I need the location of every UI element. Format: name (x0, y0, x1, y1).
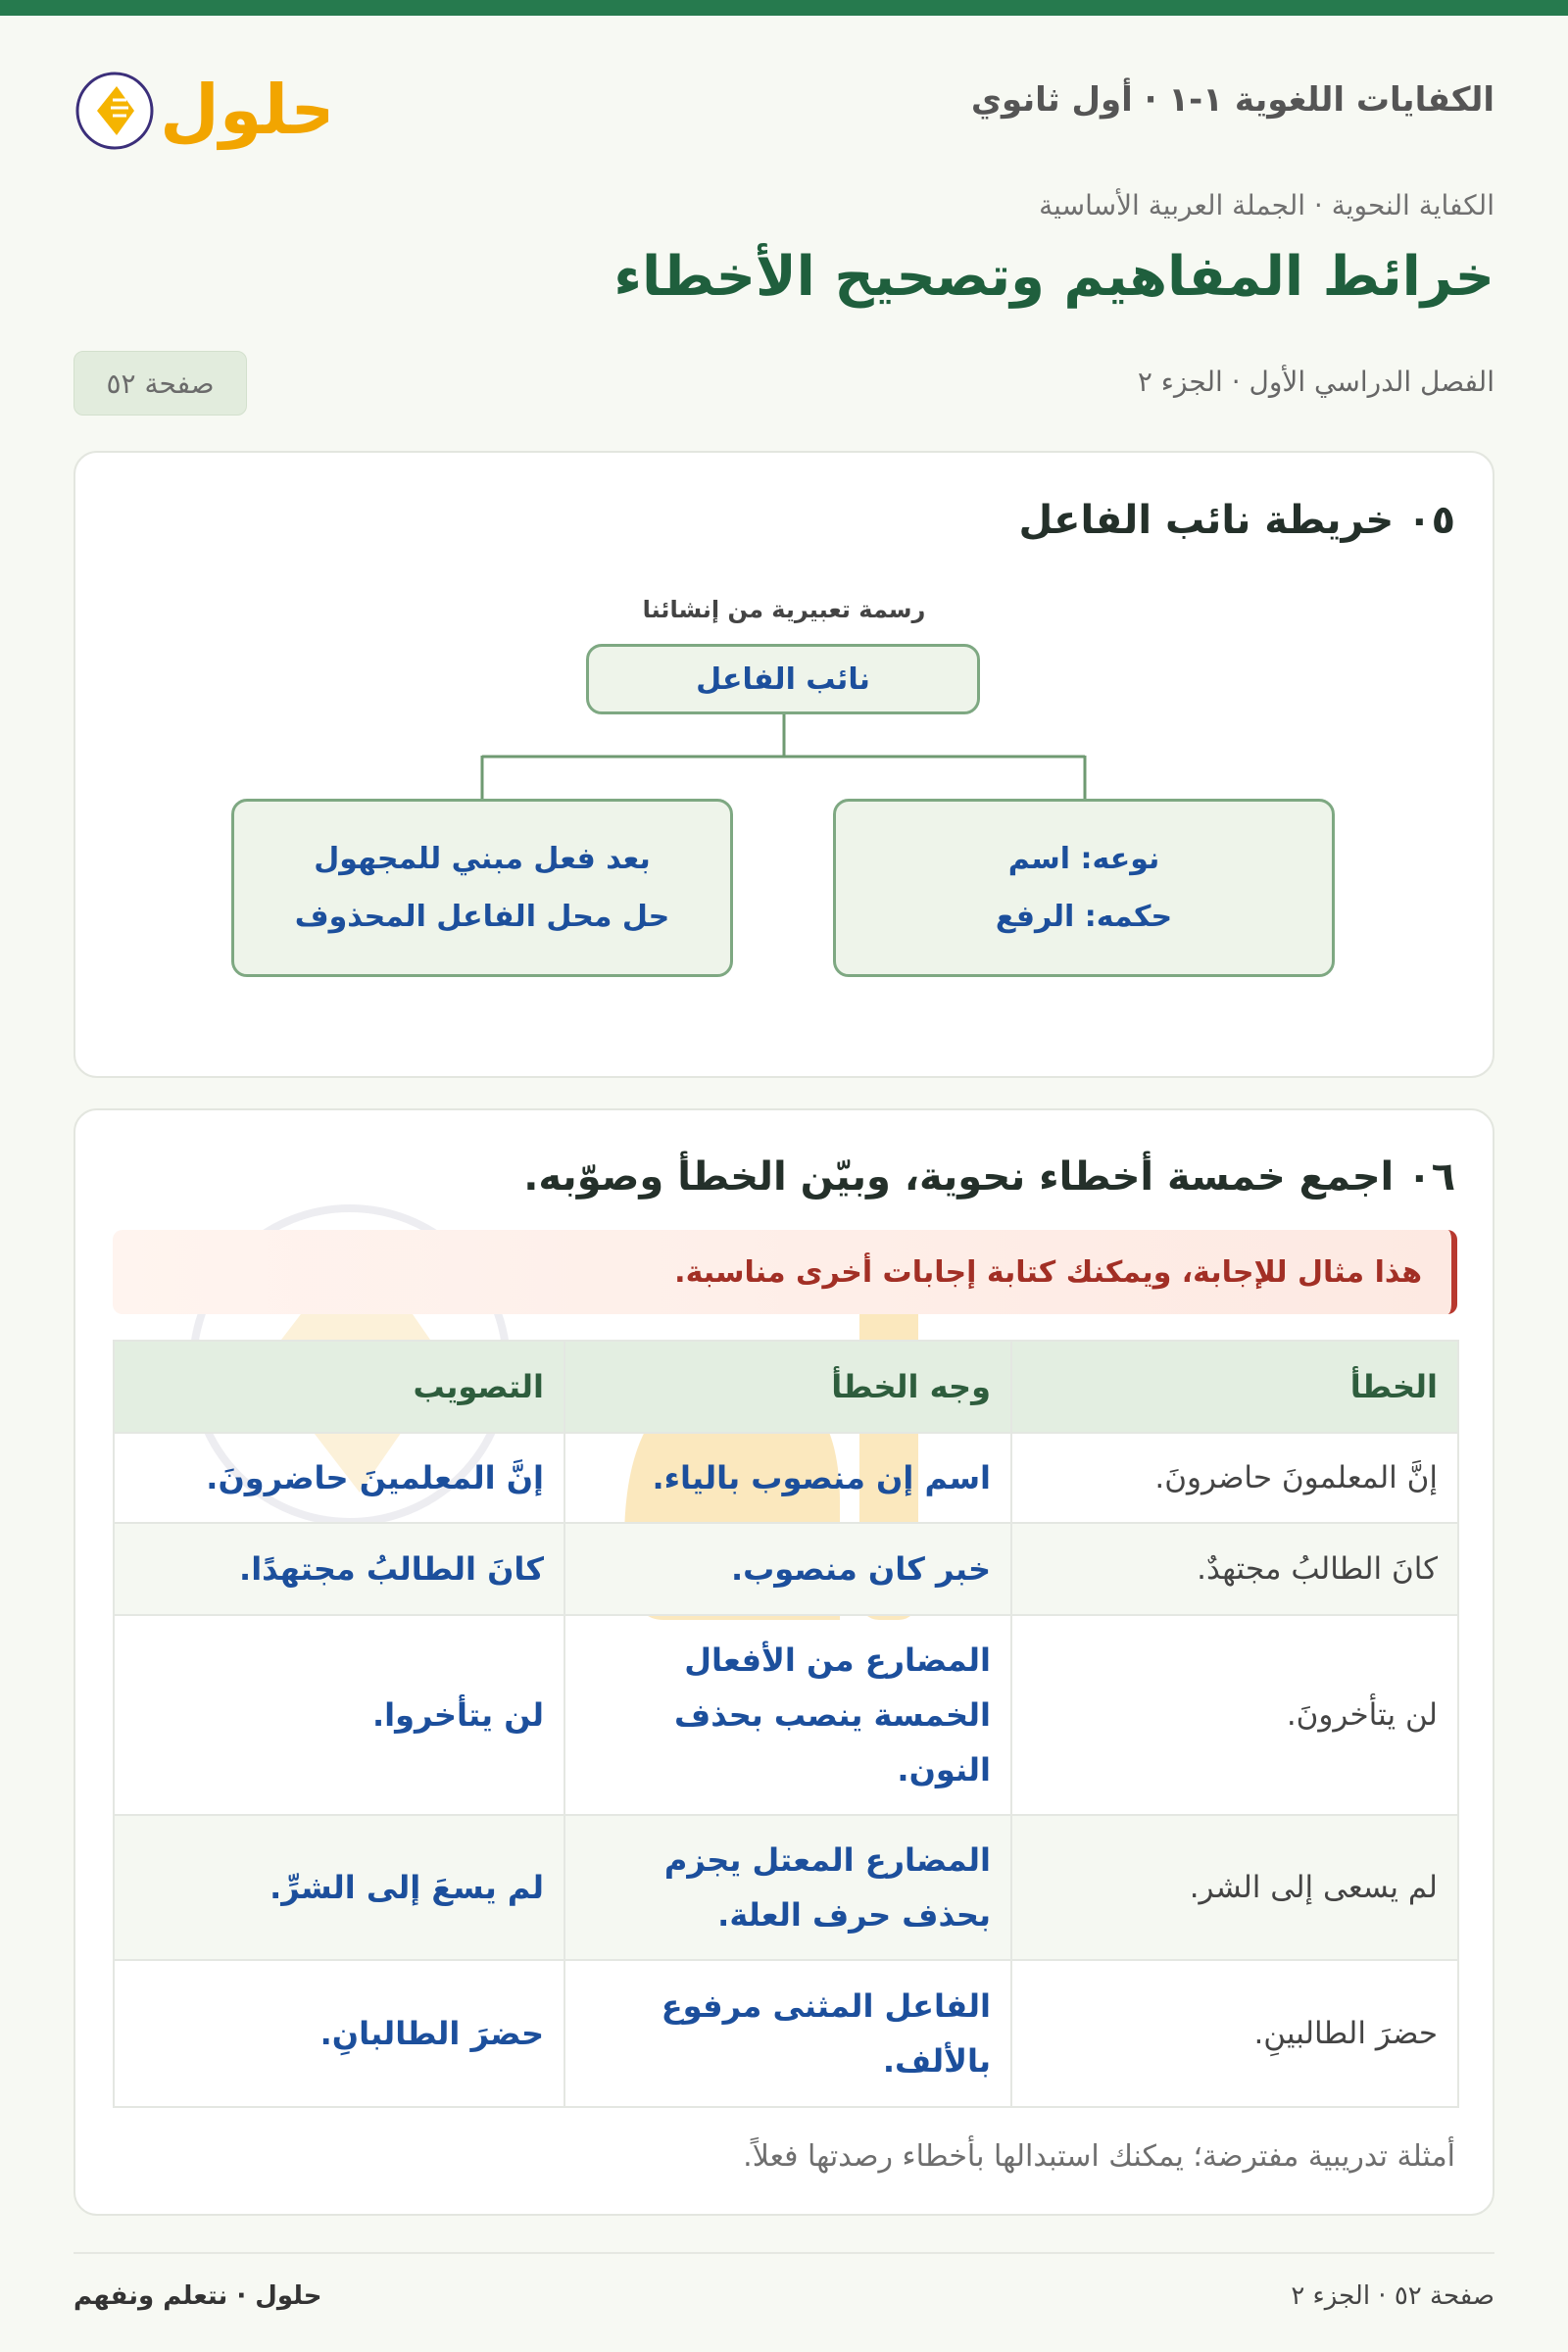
node-line: نوعه: اسم (1007, 842, 1160, 876)
table-header-row (114, 1341, 1458, 1433)
section-heading: ٠٥ خريطة نائب الفاعل (1018, 498, 1455, 543)
error-cell: إنَّ المعلمونَ حاضرونَ. (1011, 1433, 1458, 1523)
term-info: الفصل الدراسي الأول · الجزء ٢ (1137, 366, 1494, 398)
correction-cell: إنَّ المعلمينَ حاضرونَ. (114, 1433, 564, 1523)
table-row (114, 1433, 1458, 1523)
header (74, 57, 1494, 174)
error-cell: حضرَ الطالبينِ. (1011, 1960, 1458, 2107)
grammar-errors-card (74, 1108, 1494, 2216)
correction-cell: لم يسعَ إلى الشرِّ. (114, 1815, 564, 1960)
footer-brand: حلول · نتعلم ونفهم (74, 2281, 322, 2311)
footer-divider (74, 2252, 1494, 2254)
errors-table (113, 1340, 1459, 2108)
page-title: خرائط المفاهيم وتصحيح الأخطاء (613, 245, 1494, 309)
node-line: بعد فعل مبني للمجهول (314, 842, 651, 876)
page-number-badge: صفحة ٥٢ (74, 351, 247, 416)
table-footnote: أمثلة تدريبية مفترضة؛ يمكنك استبدالها بأخطاء رصدتها فعلاً. (743, 2139, 1455, 2174)
table-row (114, 1523, 1458, 1615)
logo-mark (74, 57, 328, 165)
footer-page-info: صفحة ٥٢ · الجزء ٢ (1291, 2281, 1494, 2311)
logo-text: حلول (160, 70, 328, 150)
reason-cell: اسم إن منصوب بالياء. (564, 1433, 1011, 1523)
reason-cell: المضارع من الأفعال الخمسة ينصب بحذف النون. (564, 1615, 1011, 1815)
error-cell: لم يسعى إلى الشر. (1011, 1815, 1458, 1960)
map-root-node (586, 644, 980, 714)
column-header: وجه الخطأ (564, 1341, 1011, 1433)
map-node-type-ruling (833, 799, 1335, 977)
root-label: نائب الفاعل (696, 662, 870, 697)
table-row (114, 1960, 1458, 2107)
column-header: التصويب (114, 1341, 564, 1433)
top-accent-bar (0, 0, 1568, 16)
concept-map-card (74, 451, 1494, 1078)
document-title: الكفايات اللغوية ١-١ · أول ثانوي (970, 80, 1494, 120)
correction-cell: لن يتأخروا. (114, 1615, 564, 1815)
table-row (114, 1615, 1458, 1815)
node-line: حكمه: الرفع (995, 900, 1173, 934)
example-answer-note: هذا مثال للإجابة، ويمكنك كتابة إجابات أخرى مناسبة. (113, 1230, 1457, 1314)
node-line: حل محل الفاعل المحذوف (294, 900, 670, 934)
reason-cell: المضارع المعتل يجزم بحذف حرف العلة. (564, 1815, 1011, 1960)
reason-cell: الفاعل المثنى مرفوع بالألف. (564, 1960, 1011, 2107)
hulul-logo[interactable] (74, 57, 328, 165)
correction-cell: حضرَ الطالبانِ. (114, 1960, 564, 2107)
breadcrumb: الكفاية النحوية · الجملة العربية الأساسية (1039, 189, 1494, 221)
concept-map (75, 644, 1493, 997)
error-cell: لن يتأخرونَ. (1011, 1615, 1458, 1815)
error-cell: كانَ الطالبُ مجتهدٌ. (1011, 1523, 1458, 1615)
correction-cell: كانَ الطالبُ مجتهدًا. (114, 1523, 564, 1615)
column-header: الخطأ (1011, 1341, 1458, 1433)
reason-cell: خبر كان منصوب. (564, 1523, 1011, 1615)
section-heading: ٠٦ اجمع خمسة أخطاء نحوية، وبيّن الخطأ وصوّبه. (523, 1154, 1455, 1200)
table-row (114, 1815, 1458, 1960)
map-node-conditions (231, 799, 733, 977)
map-caption: رسمة تعبيرية من إنشائنا (642, 596, 926, 623)
